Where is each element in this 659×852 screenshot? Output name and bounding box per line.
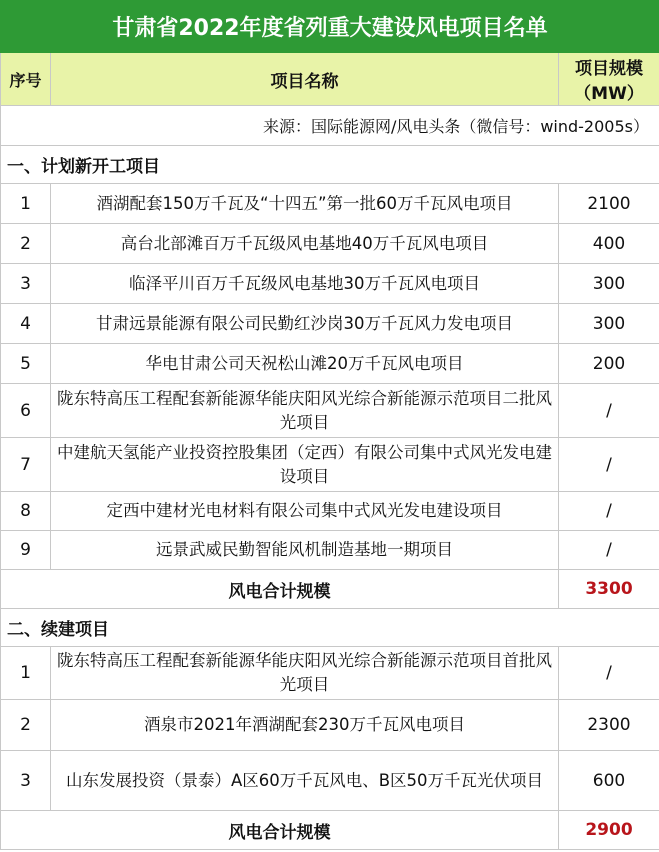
row-scale: 300 bbox=[559, 304, 659, 344]
row-scale: / bbox=[559, 384, 659, 438]
row-no: 2 bbox=[1, 224, 51, 264]
row-no: 1 bbox=[1, 184, 51, 224]
table-row bbox=[1, 492, 659, 531]
row-no: 9 bbox=[1, 531, 51, 570]
row-name: 甘肃远景能源有限公司民勤红沙岗30万千瓦风力发电项目 bbox=[51, 304, 559, 344]
table-row bbox=[1, 751, 659, 811]
row-scale: / bbox=[559, 531, 659, 570]
table-row bbox=[1, 264, 659, 304]
row-name: 华电甘肃公司天祝松山滩20万千瓦风电项目 bbox=[51, 344, 559, 384]
table-row bbox=[1, 700, 659, 751]
row-no: 7 bbox=[1, 438, 51, 492]
table-row bbox=[1, 384, 659, 438]
source-text: 来源：国际能源网/风电头条（微信号：wind-2005s） bbox=[1, 106, 659, 146]
row-name: 定西中建材光电材料有限公司集中式风光发电建设项目 bbox=[51, 492, 559, 531]
row-scale: 200 bbox=[559, 344, 659, 384]
table-row bbox=[1, 438, 659, 492]
header-scale bbox=[559, 53, 659, 106]
section-title: 二、续建项目 bbox=[1, 609, 659, 647]
table-row bbox=[1, 344, 659, 384]
total-value: 2900 bbox=[559, 811, 659, 850]
header-name: 项目名称 bbox=[51, 53, 559, 106]
row-no: 4 bbox=[1, 304, 51, 344]
section-row bbox=[1, 146, 659, 184]
total-label: 风电合计规模 bbox=[1, 570, 559, 609]
row-no: 5 bbox=[1, 344, 51, 384]
table-row bbox=[1, 304, 659, 344]
row-no: 2 bbox=[1, 700, 51, 751]
total-label: 风电合计规模 bbox=[1, 811, 559, 850]
section-title: 一、计划新开工项目 bbox=[1, 146, 659, 184]
row-name: 临泽平川百万千瓦级风电基地30万千瓦风电项目 bbox=[51, 264, 559, 304]
row-scale: / bbox=[559, 492, 659, 531]
table-row bbox=[1, 647, 659, 700]
page-title: 甘肃省2022年度省列重大建设风电项目名单 bbox=[1, 1, 659, 53]
header-row bbox=[1, 53, 659, 106]
row-name: 高台北部滩百万千瓦级风电基地40万千瓦风电项目 bbox=[51, 224, 559, 264]
table-row bbox=[1, 224, 659, 264]
row-name: 中建航天氢能产业投资控股集团（定西）有限公司集中式风光发电建设项目 bbox=[51, 438, 559, 492]
total-row bbox=[1, 811, 659, 850]
total-row bbox=[1, 570, 659, 609]
row-scale: 600 bbox=[559, 751, 659, 811]
row-scale: 300 bbox=[559, 264, 659, 304]
row-no: 3 bbox=[1, 751, 51, 811]
row-no: 3 bbox=[1, 264, 51, 304]
row-scale: 2300 bbox=[559, 700, 659, 751]
row-name: 酒湖配套150万千瓦及“十四五”第一批60万千瓦风电项目 bbox=[51, 184, 559, 224]
row-scale: 2100 bbox=[559, 184, 659, 224]
header-scale-line2: （MW） bbox=[574, 84, 644, 104]
table-row bbox=[1, 184, 659, 224]
row-name: 陇东特高压工程配套新能源华能庆阳风光综合新能源示范项目首批风光项目 bbox=[51, 647, 559, 700]
row-name: 陇东特高压工程配套新能源华能庆阳风光综合新能源示范项目二批风光项目 bbox=[51, 384, 559, 438]
total-value: 3300 bbox=[559, 570, 659, 609]
title-row bbox=[1, 1, 659, 53]
row-no: 8 bbox=[1, 492, 51, 531]
header-no: 序号 bbox=[1, 53, 51, 106]
header-scale-line1: 项目规模 bbox=[575, 59, 643, 79]
row-scale: 400 bbox=[559, 224, 659, 264]
row-name: 远景武威民勤智能风机制造基地一期项目 bbox=[51, 531, 559, 570]
row-no: 1 bbox=[1, 647, 51, 700]
row-name: 山东发展投资（景泰）A区60万千瓦风电、B区50万千瓦光伏项目 bbox=[51, 751, 559, 811]
row-name: 酒泉市2021年酒湖配套230万千瓦风电项目 bbox=[51, 700, 559, 751]
source-row bbox=[1, 106, 659, 146]
row-scale: / bbox=[559, 647, 659, 700]
table-row bbox=[1, 531, 659, 570]
row-no: 6 bbox=[1, 384, 51, 438]
section-row bbox=[1, 609, 659, 647]
row-scale: / bbox=[559, 438, 659, 492]
